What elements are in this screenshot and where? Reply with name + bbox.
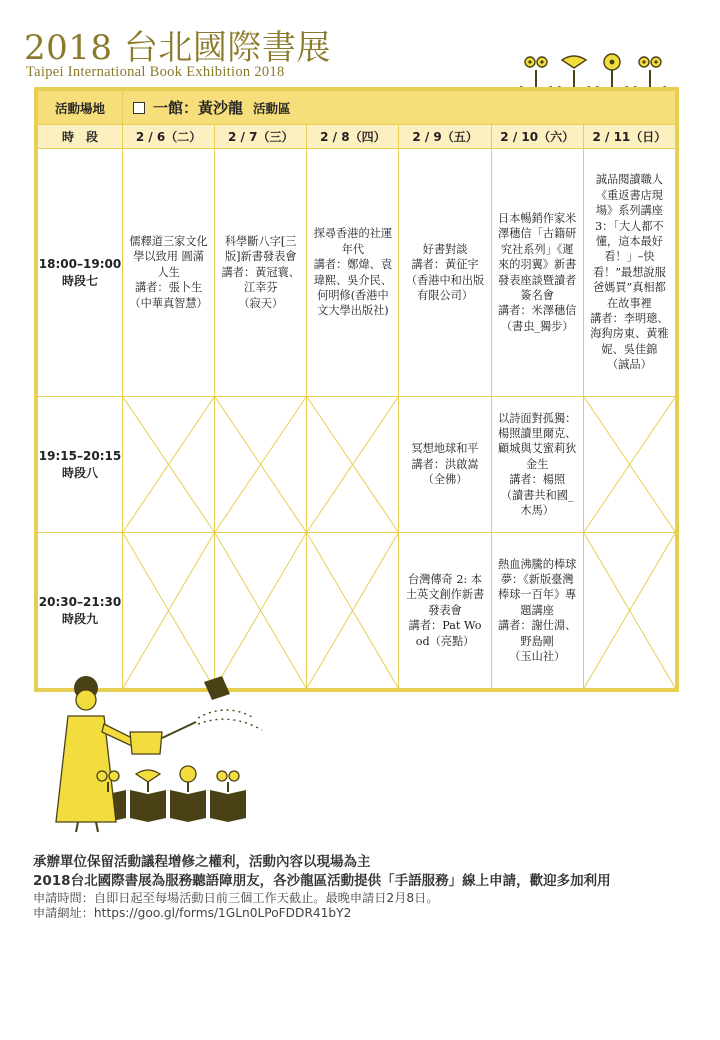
event-line: 講者：黃冠寰、江幸芬: [221, 265, 300, 295]
checkbox-icon: [133, 102, 145, 114]
event-line: 講者：張卜生: [135, 281, 203, 295]
note-application-url[interactable]: 申請網址：https://goo.gl/forms/1GLn0LPoFDDR41bY2: [33, 906, 352, 920]
event-cell: [399, 533, 491, 689]
schedule-table: [37, 90, 676, 689]
empty-slot: [307, 533, 399, 689]
event-line: 講者：黃征宇: [411, 258, 479, 272]
event-line: （中華真智慧）: [129, 296, 208, 310]
notes-section: [33, 853, 713, 921]
note-application-period: 申請時間：自即日起至每場活動日前三個工作天截止。最晚申請日2月8日。: [33, 891, 439, 905]
slot-name: 時段九: [61, 611, 98, 626]
event-cell: [215, 149, 307, 397]
event-line: （全佛）: [422, 473, 468, 487]
event-line: （玉山社）: [509, 650, 566, 664]
empty-slot: [307, 397, 399, 533]
day-header: 2 / 7（三）: [215, 125, 307, 149]
event-line: 好書對談: [422, 242, 468, 256]
event-cell: [123, 149, 215, 397]
day-header: 2 / 9（五）: [399, 125, 491, 149]
venue-area: 活動區: [253, 101, 291, 116]
day-header: 2 / 10（六）: [491, 125, 583, 149]
empty-slot: [583, 397, 675, 533]
note-disclaimer: 承辦單位保留活動議程增修之權利，活動內容以現場為主: [33, 854, 371, 870]
event-line: 誠品閱讀職人《重返書店現場》系列講座3：「大人都不懂，這本最好看！」–快看！”最想說服爸媽買”真相都在故事裡: [592, 173, 666, 310]
cross-mark: [215, 397, 306, 532]
venue-name: 一館：黃沙龍: [153, 99, 244, 117]
girl-watering-illustration: [26, 672, 286, 837]
slot-time: 19:15–20:15: [38, 448, 122, 463]
slot-name: 時段七: [61, 273, 98, 288]
slot-time: 18:00–19:00: [38, 256, 122, 271]
venue-value: [123, 91, 676, 125]
event-cell: [491, 397, 583, 533]
schedule-board: [34, 87, 679, 692]
event-line: 探尋香港的社運年代: [313, 227, 393, 256]
cross-mark: [584, 533, 675, 688]
cross-mark: [123, 533, 214, 688]
event-line: 講者：楊照: [509, 473, 566, 487]
event-cell: [399, 149, 491, 397]
page-title: 2018 台北國際書展: [24, 28, 331, 68]
cross-mark: [584, 397, 675, 532]
event-line: 講者：米澤穗信: [498, 304, 577, 318]
event-line: （書虫_獨步）: [500, 319, 574, 333]
table-row: [38, 397, 676, 533]
event-line: 冥想地球和平: [411, 442, 479, 456]
cross-mark: [123, 397, 214, 532]
event-line: 日本暢銷作家米澤穗信「古籍研究社系列」《遲來的羽翼》新書發表座談暨讀者簽名會: [498, 211, 577, 302]
event-line: 講者：鄭煒、袁瑋熙、吳介民、何明修(香港中文大學出版社): [313, 258, 393, 318]
event-cell: [307, 149, 399, 397]
slot-header: 時 段: [38, 125, 123, 149]
event-cell: [399, 397, 491, 533]
event-cell: [583, 149, 675, 397]
day-header: 2 / 11（日）: [583, 125, 675, 149]
empty-slot: [215, 397, 307, 533]
event-line: 講者：Pat Wood（亮點）: [408, 619, 482, 648]
empty-slot: [123, 397, 215, 533]
event-line: （香港中和出版有限公司）: [405, 273, 485, 302]
venue-row: [38, 91, 676, 125]
table-row: [38, 533, 676, 689]
event-line: 熱血沸騰的棒球夢：《新版臺灣棒球一百年》專題講座: [498, 557, 577, 617]
day-header: 2 / 8（四）: [307, 125, 399, 149]
slot-time: 20:30–21:30: [38, 594, 122, 609]
day-header: 2 / 6（二）: [123, 125, 215, 149]
event-cell: [491, 149, 583, 397]
event-cell: [491, 533, 583, 689]
event-line: （誠品）: [607, 358, 652, 372]
venue-label: 活動場地: [38, 91, 123, 125]
event-line: 講者：洪啟嵩: [411, 457, 479, 471]
note-sign-language: 2018台北國際書展為服務聽語障朋友，各沙龍區活動提供「手語服務」線上申請，歡迎多加利用: [33, 873, 611, 889]
cross-mark: [307, 397, 398, 532]
event-line: 儒釋道三家文化學以致用 圓滿人生: [129, 234, 208, 279]
slot-name: 時段八: [61, 465, 98, 480]
event-line: 台灣傳奇 2: 本土英文創作新書發表會: [405, 572, 485, 617]
header-row: [38, 125, 676, 149]
event-line: 講者：謝仕淵、野島剛: [498, 619, 577, 648]
empty-slot: [583, 533, 675, 689]
event-line: （寂天）: [238, 296, 284, 310]
event-line: 科學斷八字[三版]新書發表會: [224, 234, 297, 264]
empty-slot: [215, 533, 307, 689]
page-subtitle: Taipei International Book Exhibition 2018: [26, 64, 285, 80]
time-slot: [38, 149, 123, 397]
cross-mark: [215, 533, 306, 688]
table-row: [38, 149, 676, 397]
event-line: 以詩面對孤獨：楊照讀里爾克、顧城與艾蜜莉狄金生: [498, 411, 577, 471]
time-slot: [38, 533, 123, 689]
event-line: （讀書共和國_木馬）: [500, 488, 574, 518]
time-slot: [38, 397, 123, 533]
cross-mark: [307, 533, 398, 688]
event-line: 講者：李明璁、海狗房東、黃雅妮、吳佳錦: [590, 312, 669, 356]
empty-slot: [123, 533, 215, 689]
